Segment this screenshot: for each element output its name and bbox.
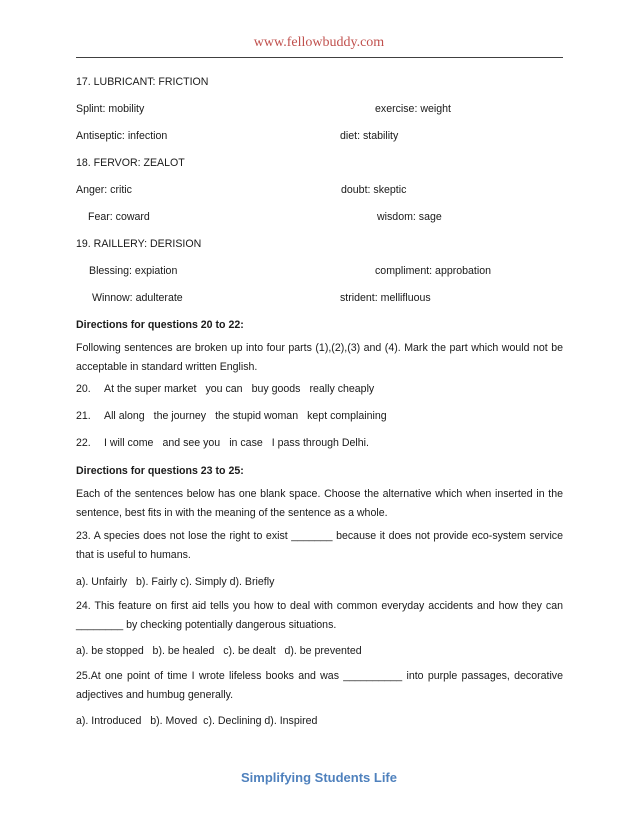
q20-part-4: really cheaply [309,383,375,395]
q18-option-d: wisdom: sage [377,211,442,223]
q22-part-2: and see you [162,437,221,449]
q20-part-3: buy goods [251,383,301,395]
q24-text: 24. This feature on first aid tells you how to deal with common everyday accidents and how they can ________ by checking potentially dangerous situations. [76,600,563,631]
directions-23-25-heading: Directions for questions 23 to 25: [76,465,244,477]
q22 [76,437,378,449]
q17-title: 17. LUBRICANT: FRICTION [76,76,209,88]
q23-options: a). Unfairly b). Fairly c). Simply d). Briefly [76,576,275,588]
q20-number: 20. [76,383,91,395]
q21-part-4: kept complaining [307,410,387,422]
q20-part-1: At the super market [104,383,197,395]
q22-number: 22. [76,437,91,449]
q20-part-2: you can [205,383,243,395]
q19-title: 19. RAILLERY: DERISION [76,238,202,250]
q25-text: 25.At one point of time I wrote lifeless books and was __________ into purple passages, decorative adjectives and humbug generally. [76,670,563,701]
q23-text: 23. A species does not lose the right to exist _______ because it does not provide eco-system service that is useful to humans. [76,530,563,561]
q24-options: a). be stopped b). be healed c). be dealt d). be prevented [76,645,362,657]
q18-title: 18. FERVOR: ZEALOT [76,157,185,169]
q17-option-a: Splint: mobility [76,103,145,115]
q17-option-b: exercise: weight [375,103,451,115]
header-website[interactable]: www.fellowbuddy.com [253,35,385,50]
q21-part-3: the stupid woman [215,410,299,422]
header-divider [76,57,563,58]
q20 [76,383,383,395]
q18-option-a: Anger: critic [76,184,132,196]
q21 [76,410,396,422]
directions-20-22-heading: Directions for questions 20 to 22: [76,319,244,331]
q19-option-d: strident: mellifluous [340,292,431,304]
q25-options: a). Introduced b). Moved c). Declining d). Inspired [76,715,318,727]
q21-number: 21. [76,410,91,422]
q17-option-d: diet: stability [340,130,399,142]
q22-part-4: I pass through Delhi. [271,437,369,449]
directions-20-22-text: Following sentences are broken up into four parts (1),(2),(3) and (4). Mark the part which would not be acceptable in standard written English. [76,342,563,373]
q22-part-1: I will come [104,437,154,449]
q21-part-2: the journey [153,410,207,422]
q21-part-1: All along [104,410,145,422]
q22-part-3: in case [229,437,263,449]
q19-option-c: Winnow: adulterate [92,292,183,304]
q18-option-b: doubt: skeptic [341,184,407,196]
directions-23-25-text: Each of the sentences below has one blank space. Choose the alternative which when inserted in the sentence, best fits in with the meaning of the sentence as a whole. [76,488,563,519]
q19-option-a: Blessing: expiation [89,265,178,277]
footer-tagline: Simplifying Students Life [240,770,397,785]
q18-option-c: Fear: coward [88,211,150,223]
q19-option-b: compliment: approbation [375,265,492,277]
q17-option-c: Antiseptic: infection [76,130,168,142]
